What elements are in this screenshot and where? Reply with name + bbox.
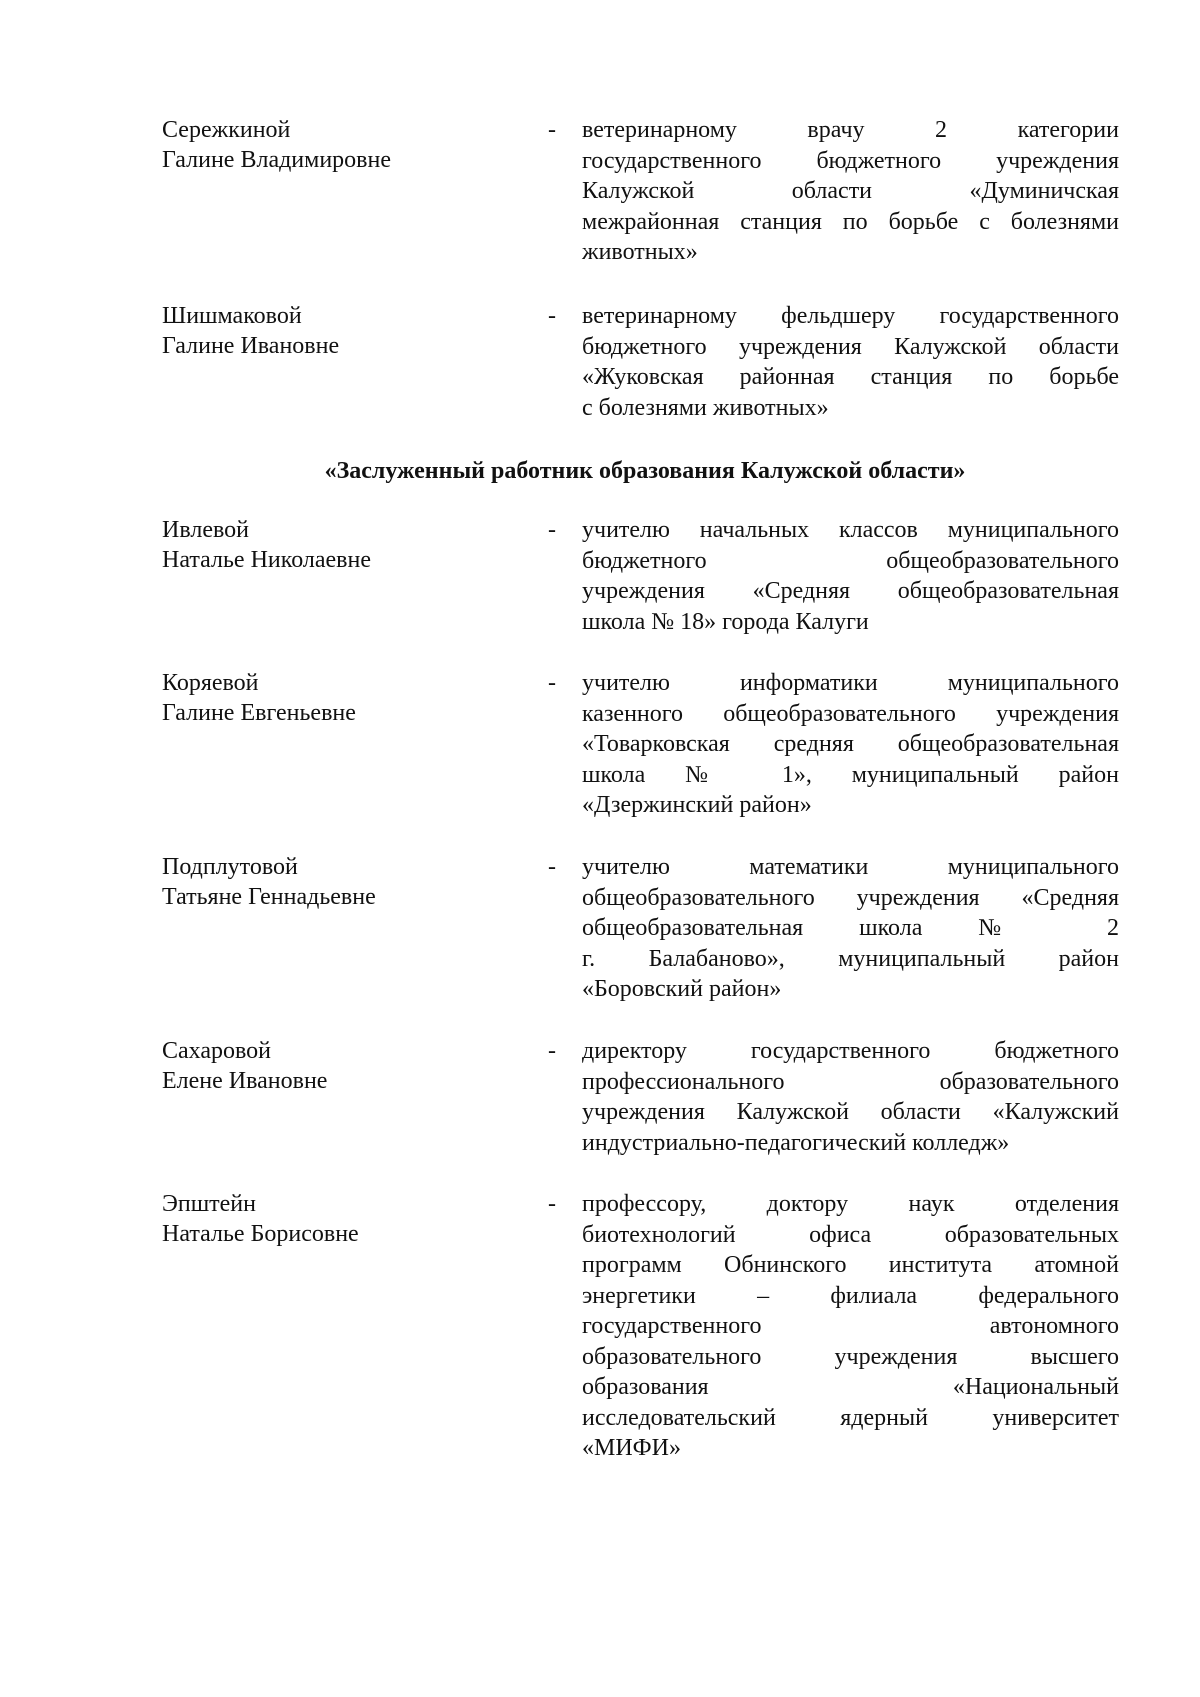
- recipient-position: [582, 301, 1119, 423]
- recipient-surname: Подплутовой: [162, 854, 298, 880]
- recipient-given-names: Галине Ивановне: [162, 333, 340, 359]
- position-line: энергетики – филиала федерального: [582, 1282, 1119, 1309]
- recipient-name: [162, 852, 542, 912]
- position-line: учителю информатики муниципального: [582, 670, 1119, 696]
- recipient-name: [162, 1036, 542, 1096]
- recipient-position: [582, 1036, 1119, 1158]
- recipient-position: [582, 852, 1119, 1005]
- position-line: «МИФИ»: [582, 1435, 681, 1461]
- recipient-given-names: Наталье Николаевне: [162, 547, 371, 573]
- position-line: исследовательский ядерный университет: [582, 1404, 1119, 1431]
- recipient-position: [582, 115, 1119, 268]
- position-line: образовательного учреждения высшего: [582, 1343, 1119, 1370]
- position-line: «Дзержинский район»: [582, 792, 812, 818]
- position-line: учреждения Калужской области «Калужский: [582, 1099, 1119, 1125]
- recipient-surname: Сережкиной: [162, 117, 291, 143]
- position-line: профессору, доктору наук отделения: [582, 1191, 1119, 1217]
- section-heading: «Заслуженный работник образования Калужской области»: [324, 458, 966, 484]
- position-line: с болезнями животных»: [582, 394, 829, 421]
- entry-dash: -: [548, 1191, 556, 1217]
- position-line: «Боровский район»: [582, 976, 782, 1002]
- entry-dash: -: [548, 117, 556, 143]
- recipient-surname: Коряевой: [162, 670, 259, 696]
- recipient-name: [162, 301, 542, 361]
- position-line: директору государственного бюджетного: [582, 1038, 1119, 1064]
- recipient-surname: Ивлевой: [162, 517, 249, 543]
- position-line: Калужской области «Думиничская: [582, 178, 1119, 204]
- recipient-name: [162, 515, 542, 575]
- position-line: школа № 18» города Калуги: [582, 608, 869, 635]
- position-line: межрайонная станция по борьбе с болезнями: [582, 208, 1119, 235]
- position-line: учителю математики муниципального: [582, 854, 1119, 880]
- entry-dash: -: [548, 854, 556, 880]
- recipient-surname: Сахаровой: [162, 1038, 272, 1064]
- position-line: биотехнологий офиса образовательных: [582, 1221, 1119, 1248]
- position-line: «Жуковская районная станция по борьбе: [582, 364, 1119, 390]
- position-line: профессионального образовательного: [582, 1068, 1119, 1095]
- position-line: учреждения «Средняя общеобразовательная: [582, 578, 1119, 604]
- position-line: «Товарковская средняя общеобразовательная: [582, 731, 1119, 757]
- position-line: животных»: [582, 239, 698, 265]
- recipient-position: [582, 668, 1119, 821]
- position-line: г. Балабаново», муниципальный район: [582, 945, 1119, 972]
- position-line: бюджетного учреждения Калужской области: [582, 333, 1119, 360]
- position-line: бюджетного общеобразовательного: [582, 547, 1119, 574]
- position-line: государственного бюджетного учреждения: [582, 147, 1119, 174]
- recipient-name: [162, 1189, 542, 1249]
- position-line: программ Обнинского института атомной: [582, 1252, 1119, 1278]
- position-line: государственного автономного: [582, 1313, 1119, 1339]
- recipient-name: [162, 668, 542, 728]
- recipient-name: [162, 115, 542, 175]
- entry-dash: -: [548, 1038, 556, 1064]
- position-line: казенного общеобразовательного учреждения: [582, 700, 1119, 727]
- entry-dash: -: [548, 670, 556, 696]
- position-line: индустриально-педагогический колледж»: [582, 1129, 1010, 1156]
- recipient-given-names: Татьяне Геннадьевне: [162, 884, 376, 910]
- position-line: учителю начальных классов муниципального: [582, 517, 1119, 543]
- entry-dash: -: [548, 303, 556, 329]
- position-line: школа № 1», муниципальный район: [582, 761, 1119, 788]
- position-line: общеобразовательного учреждения «Средняя: [582, 884, 1119, 911]
- recipient-position: [582, 1189, 1119, 1464]
- position-line: образования «Национальный: [582, 1374, 1119, 1400]
- position-line: ветеринарному фельдшеру государственного: [582, 303, 1119, 329]
- position-line: общеобразовательная школа № 2: [582, 915, 1119, 941]
- recipient-given-names: Галине Владимировне: [162, 147, 392, 173]
- recipient-position: [582, 515, 1119, 637]
- recipient-given-names: Галине Евгеньевне: [162, 700, 356, 726]
- entry-dash: -: [548, 517, 556, 543]
- recipient-given-names: Наталье Борисовне: [162, 1221, 359, 1247]
- recipient-surname: Эпштейн: [162, 1191, 256, 1217]
- position-line: ветеринарному врачу 2 категории: [582, 117, 1119, 143]
- recipient-given-names: Елене Ивановне: [162, 1068, 328, 1094]
- recipient-surname: Шишмаковой: [162, 303, 302, 329]
